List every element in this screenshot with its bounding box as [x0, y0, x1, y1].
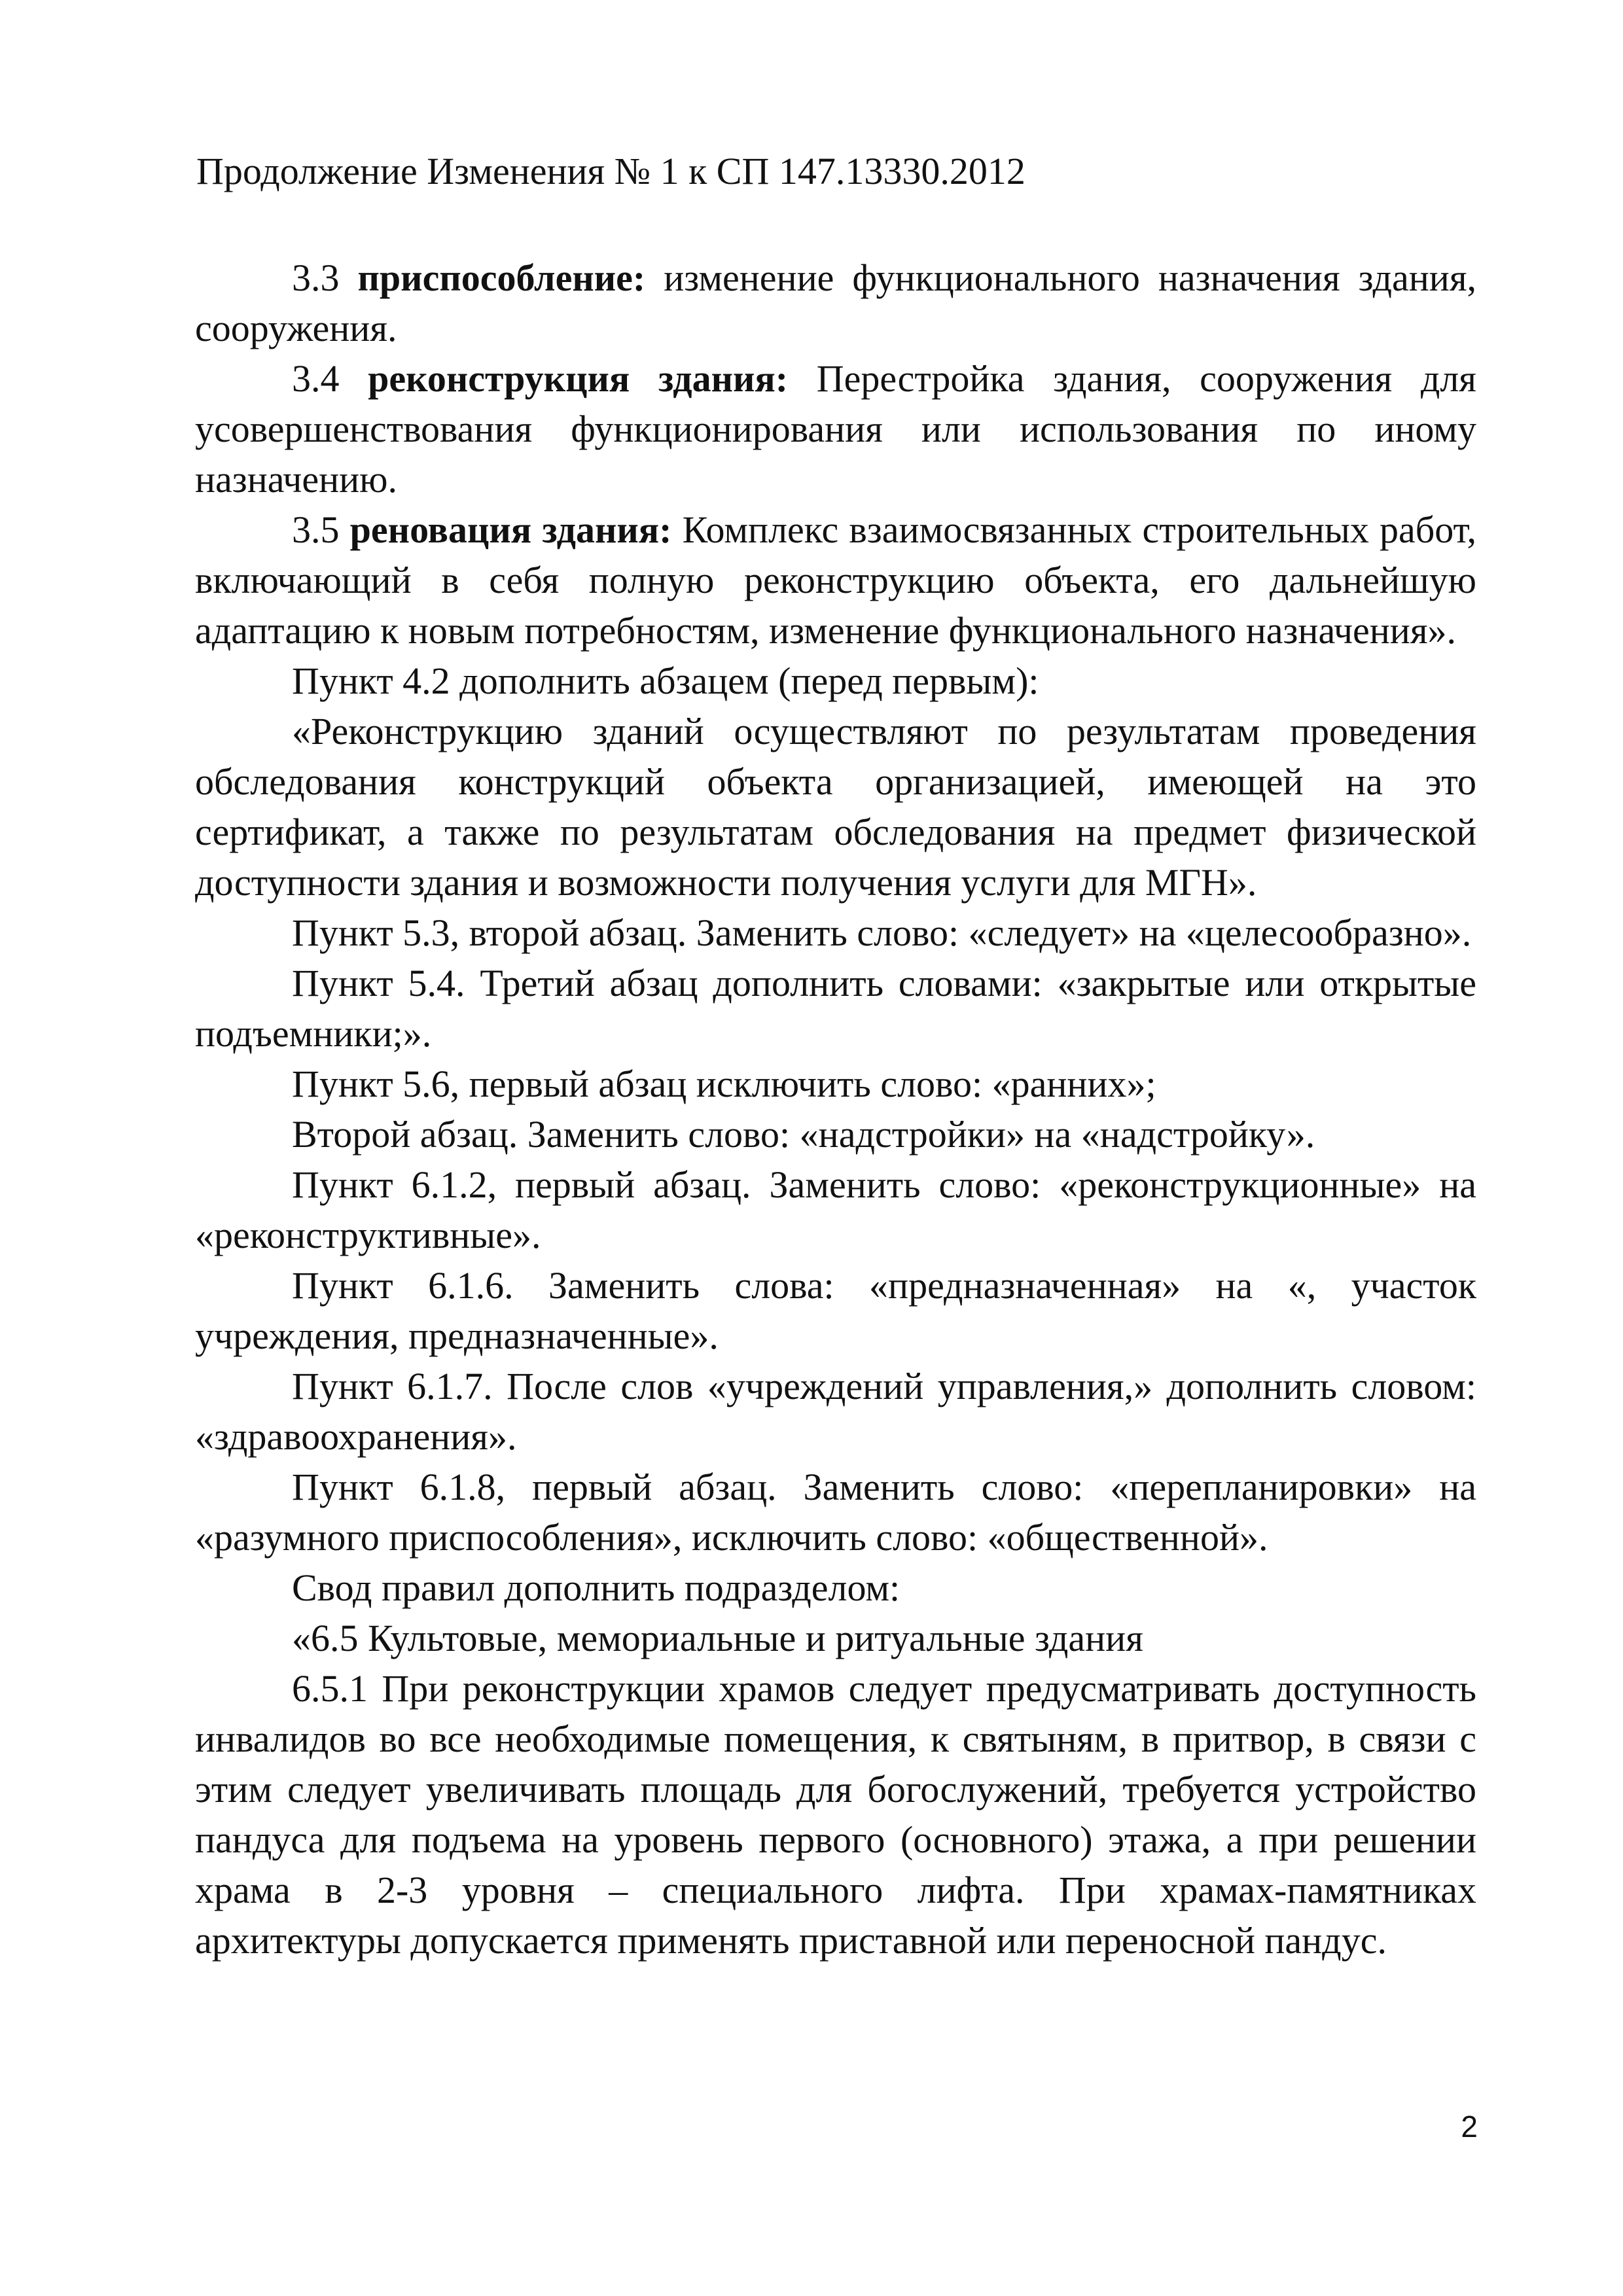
paragraph-3-3 — [195, 253, 1476, 353]
definition-term: приспособление: — [357, 256, 646, 299]
paragraph: Пункт 5.3, второй абзац. Заменить слово: «следует» на «целесообразно». — [292, 911, 1472, 954]
paragraph: Пункт 4.2 дополнить абзацем (перед первым): — [292, 660, 1039, 702]
paragraph: Пункт 6.1.2, первый абзац. Заменить слово: «реконструкционные» на «реконструктивные». — [195, 1163, 1476, 1256]
paragraph-3-5 — [195, 504, 1476, 656]
subsection-heading: «6.5 Культовые, мемориальные и ритуальные здания — [292, 1617, 1143, 1659]
definition-text: Перестройка здания, сооружения для усовершенствования функционирования или использования по иному назначению. — [195, 357, 1476, 501]
page-header: Продолжение Изменения № 1 к СП 147.13330.2012 — [196, 150, 1026, 192]
definition-number: 3.5 — [292, 508, 340, 551]
definition-term: реновация здания: — [349, 508, 672, 551]
paragraph: Пункт 6.1.8, первый абзац. Заменить слово: «перепланировки» на «разумного приспособления», исключить слово: «общественной». — [195, 1466, 1476, 1559]
definition-number: 3.4 — [292, 357, 340, 400]
definition-text: изменение функционального назначения здания, сооружения. — [195, 256, 1476, 349]
paragraph: «Реконструкцию зданий осуществляют по результатам проведения обследования конструкций объекта организацией, имеющей на это сертификат, а также по результатам обследования на предмет физической доступности здания и возможности получения услуги для МГН». — [195, 710, 1476, 904]
definition-text: Комплекс взаимосвязанных строительных работ, включающий в себя полную реконструкцию объекта, его дальнейшую адаптацию к новым потребностям, изменение функционального назначения». — [195, 508, 1477, 652]
paragraph: Пункт 5.6, первый абзац исключить слово: «ранних»; — [292, 1063, 1156, 1105]
definition-term: реконструкция здания: — [368, 357, 789, 400]
document-body — [195, 253, 1476, 1966]
paragraph: Пункт 6.1.6. Заменить слова: «предназначенная» на «, участок учреждения, предназначенные». — [195, 1264, 1476, 1357]
paragraph-3-4 — [195, 353, 1476, 504]
paragraph: Свод правил дополнить подразделом: — [292, 1566, 901, 1609]
page-number: 2 — [1461, 2110, 1478, 2144]
paragraph: Пункт 6.1.7. После слов «учреждений управления,» дополнить словом: «здравоохранения». — [195, 1365, 1476, 1458]
paragraph: 6.5.1 При реконструкции храмов следует предусматривать доступность инвалидов во все необходимые помещения, к святыням, в притвор, в связи с этим следует увеличивать площадь для богослужений, требуется устройство пандуса для подъема на уровень первого (основного) этажа, а при решении храма в 2-3 уровня – специального лифта. При храмах-памятниках архитектуры допускается применять приставной или переносной пандус. — [195, 1667, 1476, 1962]
paragraph: Второй абзац. Заменить слово: «надстройки» на «надстройку». — [292, 1113, 1315, 1156]
paragraph: Пункт 5.4. Третий абзац дополнить словами: «закрытые или открытые подъемники;». — [195, 962, 1476, 1055]
definition-number: 3.3 — [292, 256, 340, 299]
